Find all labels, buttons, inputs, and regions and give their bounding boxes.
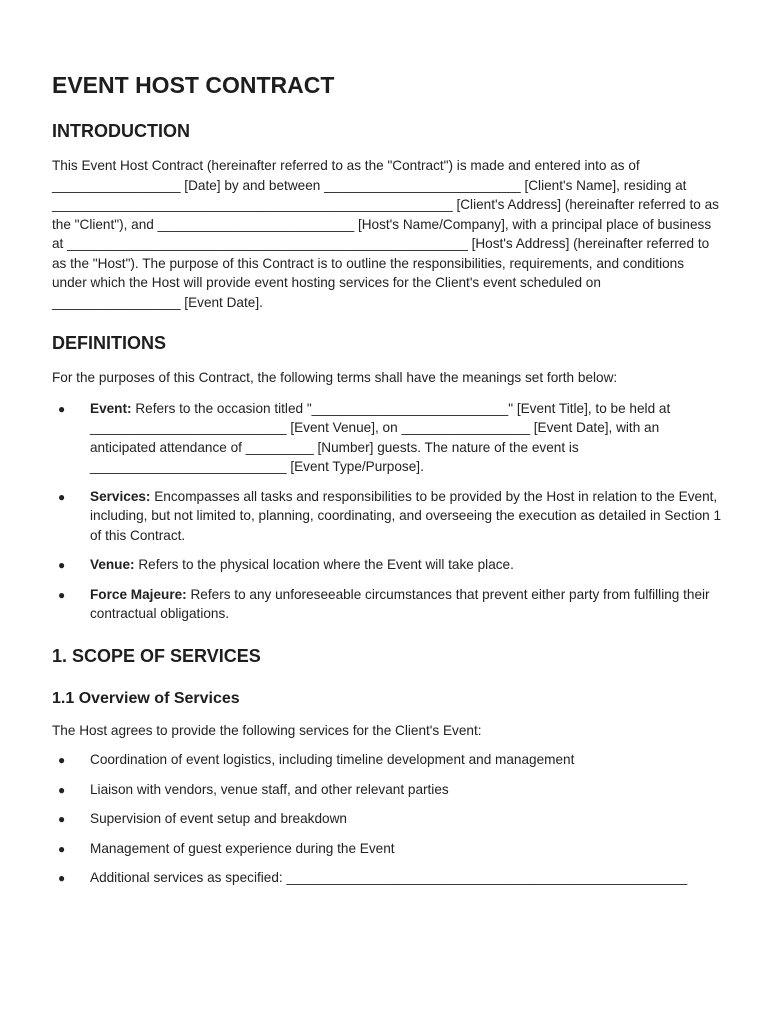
bullet-icon: ● — [58, 782, 66, 797]
bullet-icon: ● — [58, 753, 66, 767]
service-item — [52, 750, 722, 770]
bullet-icon: ● — [58, 812, 66, 826]
definition-term: Event: — [90, 400, 132, 416]
definition-text: Refers to any unforeseeable circumstances that prevent either party from fulfilling their contractual obligations. — [90, 586, 710, 621]
definition-term: Force Majeure: — [90, 586, 187, 602]
overview-subheading: 1.1 Overview of Services — [52, 689, 240, 707]
introduction-heading: INTRODUCTION — [52, 121, 190, 141]
overview-intro: The Host agrees to provide the following services for the Client's Event: — [52, 722, 482, 738]
service-item-text: Liaison with vendors, venue staff, and other relevant parties — [90, 781, 449, 797]
definitions-list — [52, 399, 722, 624]
bullet-icon: ● — [58, 587, 66, 602]
service-item-text: Supervision of event setup and breakdown — [90, 811, 347, 826]
definition-text: Refers to the occasion titled "__________________________" [Event Title], to be held at __________________________ [Event Venue], on _________________ [Event Date], with an anticipated attendance of _________ [Number] guests. The nature of the event is __________________________ [Event Type/Purpose]. — [90, 400, 671, 474]
services-list — [52, 750, 722, 888]
service-item-text: Coordination of event logistics, including timeline development and management — [90, 752, 575, 767]
service-item — [52, 809, 722, 829]
definitions-heading: DEFINITIONS — [52, 333, 167, 353]
definition-item-event — [52, 399, 722, 477]
document-title: EVENT HOST CONTRACT — [52, 72, 335, 98]
definition-term: Venue: — [90, 557, 135, 572]
definition-text: Refers to the physical location where the Event will take place. — [134, 557, 514, 572]
definition-item-services — [52, 487, 722, 546]
service-item — [52, 868, 722, 888]
definition-term: Services: — [90, 488, 151, 504]
service-item-text: Additional services as specified: _____________________________________________________ — [90, 870, 688, 885]
definition-item-force-majeure — [52, 585, 722, 624]
bullet-icon: ● — [58, 558, 66, 572]
service-item — [52, 839, 722, 859]
bullet-icon: ● — [58, 841, 66, 856]
definition-text: Encompasses all tasks and responsibilities to be provided by the Host in relation to the Event, including, but not limited to, planning, coordinating, and overseeing the execution as detailed in Section 1 of this Contract. — [90, 488, 722, 543]
contract-page — [52, 70, 722, 898]
service-item-text: Management of guest experience during the Event — [90, 840, 395, 856]
introduction-paragraph: This Event Host Contract (hereinafter referred to as the "Contract") is made and entered into as of _________________ [Date] by and between __________________________ [Client's Name], residing at _____________________________________________________ [Client's Address] (hereinafter referred to as the "Client"), and __________________________ [Host's Name/Company], with a principal place of business at _____________________________________________________ [Host's Address] (hereinafter referred to as the "Host"). The purpose of this Contract is to outline the responsibilities, requirements, and conditions under which the Host will provide event hosting services for the Client's event scheduled on _________________ [Event Date]. — [52, 158, 719, 310]
definition-item-venue — [52, 555, 722, 575]
bullet-icon: ● — [58, 871, 66, 885]
bullet-icon: ● — [58, 489, 66, 504]
service-item — [52, 780, 722, 800]
scope-heading: 1. SCOPE OF SERVICES — [52, 645, 261, 666]
bullet-icon: ● — [58, 401, 66, 416]
definitions-intro: For the purposes of this Contract, the following terms shall have the meanings set forth below: — [52, 370, 618, 385]
